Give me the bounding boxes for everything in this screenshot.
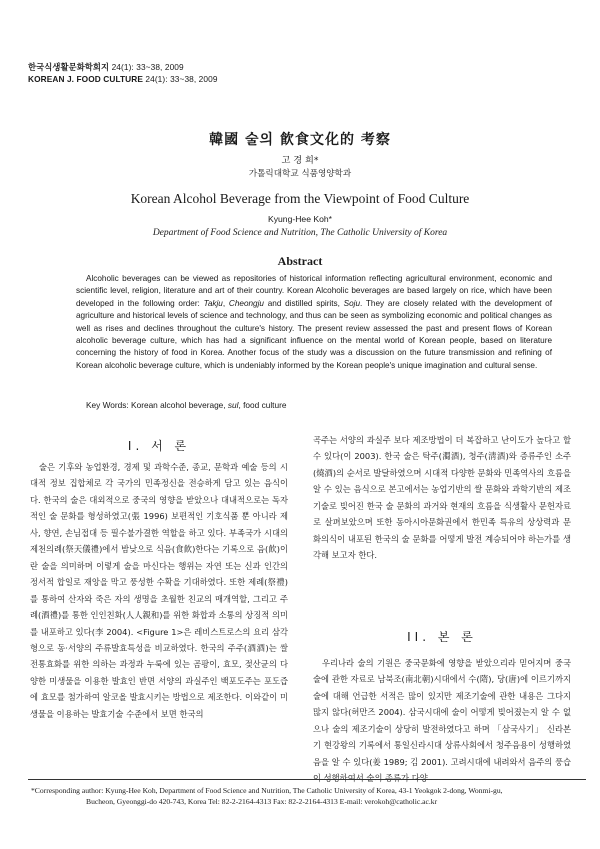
journal-name-en: KOREAN J. FOOD CULTURE — [28, 73, 143, 84]
abstract-term-soju: Soju — [343, 298, 361, 308]
introduction-continued-paragraph: 곡주는 서양의 과실주 보다 제조방법이 더 복잡하고 난이도가 높다고 할 수 있다(이 2003). 한국 술은 탁주(濁酒), 청주(淸酒)와 증류주인 소주(燒酒)의 순서로 발달하였으며 시대적 다양한 문화와 민족역사의 흐름을 알 수 있는 음식으로 본고에서는 농업기반의 쌀 문화와 과학기반의 제조기술로 빚어진 한국 술 문화의 과거와 현재의 흐름을 식생활사 문헌자료로 살펴보았으며 또한 동아시아문화권에서 한민족 특유의 상상력과 문화의식이 내포된 한국의 술 문화를 어떻게 발전 계승되어야 하는가를 생각해 보고자 한다. — [313, 435, 571, 561]
footnote-line-1: *Corresponding author: Kyung-Hee Koh, Department of Food Science and Nutrition, The Catholic University of Korea, 43-1 Yeokgok 2-dong, Wonmi-gu, — [31, 786, 503, 795]
author-korean: 고 경 희* — [281, 155, 319, 166]
journal-line-ko — [28, 62, 218, 74]
keywords-text-1: Korean alcohol beverage, — [128, 400, 228, 410]
abstract-text — [76, 273, 552, 372]
journal-cite-ko: 24(1): 33~38, 2009 — [111, 62, 184, 72]
keywords-term-sul: sul — [227, 400, 239, 410]
right-column-body — [313, 655, 571, 787]
journal-line-en — [28, 74, 218, 86]
affiliation-english: Department of Food Science and Nutrition, The Catholic University of Korea — [152, 228, 448, 238]
keywords — [86, 400, 286, 410]
journal-cite-en: 24(1): 33~38, 2009 — [145, 73, 218, 84]
footnote-line-2: Bucheon, Gyeonggi-do 420-743, Korea Tel: 82-2-2164-4313 Fax: 82-2-2164-4313 E-mail: verokoh@catholic.ac.kr — [86, 797, 438, 806]
left-column — [30, 459, 288, 722]
section-heading-body: II. 본 론 — [407, 630, 477, 644]
keywords-label: Key Words: — [86, 400, 129, 410]
abstract-part-1: Alcoholic beverages can be viewed as repositories of historical information reflecting agricultural environment, economic and scientific level, religion, literature and art of their country. Korean Alcoholic beverages are based largely on rice, which have been developed in the following order: — [76, 274, 552, 308]
title-english: Korean Alcohol Beverage from the Viewpoint of Food Culture — [130, 191, 470, 206]
abstract-term-cheongju: Cheongju — [228, 298, 264, 308]
author-english: Kyung-Hee Koh* — [267, 214, 333, 224]
affiliation-korean: 가톨릭대학교 식품영양학과 — [248, 169, 352, 179]
journal-header — [28, 62, 218, 85]
abstract-term-takju: Takju — [203, 298, 223, 308]
abstract-heading: Abstract — [277, 254, 323, 268]
abstract-part-2: and distilled spirits, — [263, 298, 344, 308]
section-heading-introduction: I. 서 론 — [127, 439, 191, 453]
footnote — [31, 785, 583, 807]
abstract-part-3: . They are closely related with the development of agriculture and historical levels of science and technology, and thus can be seen as symbolizing economic and political changes as well as rises and declines throughout the culture's history. The present review assessed the past and present flows of Korean alcoholic beverage culture, which has had a significant influence on the mental world of Korean people, based on literature concerning the history of food in Korea. Another focus of the study was a discussion on the future transmission and refining of Korean alcoholic beverage culture, which is undeniably informed by the Korean people's unique imagination and cultural sense. — [76, 298, 552, 370]
introduction-paragraph: 술은 기후와 농업환경, 경제 및 과학수준, 종교, 문학과 예술 등의 시대적 정보 집합체로 각 국가의 민족정신을 전승하게 담고 있는 음식이다. 한국의 술은 대외적으로 중국의 영향을 받았으나 대내적으로는 독자적인 술 문화를 형성하였고(張 1996) 보편적인 기호식품 뿐 아니라 제사, 향연, 손님접대 등 필수불가결한 역할을 하고 있다. 부족국가 시대의 제천의례(祭天儀禮)에서 밤낮으로 식음(食飮)한다는 기록으로 음(飮)이란 술을 의미하며 이렇게 술을 마신다는 행위는 자연 또는 신과 인간의 정서적 합일로 재앙을 막고 풍성한 수확을 기대하였다. 또한 제례(祭禮)를 통하여 산자와 죽은 자의 생명을 초월한 친교의 매개역할, 그리고 주례(酒禮)를 통한 인인친화(人人親和)를 위한 화합과 소통의 상징적 의미를 내포하고 있다(李 2004). <Figure 1>은 레비스트로스의 요리 삼각형으로 동·서양의 주류발효특성을 비교하였다. 한국의 주주(酒酒)는 쌀 전통효화를 위한 의하는 과정과 누룩에 있는 곰팡이, 효모, 젖산균의 다양한 미생물을 이용한 발효인 반면 서양의 과실주인 백포도주는 포도즙에 효모를 첨가하여 알코올 발효시키는 방법으로 제조한다. 이와같이 미생물을 이용하는 발효기술 수준에서 보면 한국의 — [30, 462, 288, 719]
abstract-separator: , — [222, 298, 229, 308]
journal-name-ko: 한국식생활문화학회지 — [28, 62, 110, 72]
keywords-text-2: , food culture — [238, 400, 287, 410]
footnote-divider — [28, 779, 586, 780]
body-paragraph: 우리나라 술의 기원은 중국문화에 영향을 받았으리라 믿어지며 중국술에 관한 자료로 남북조(南北朝)시대에서 수(隋), 당(唐)에 이르기까지 술에 대해 언급한 서적은 많이 있지만 제조기술에 관한 내용은 그다지 많지 않다(허만즈 2004). 삼국시대에 술이 어떻게 빚어졌는지 알 수 없으나 술의 제조기술이 상당히 발전하였다고 하며 「삼국사기」 신라본기 현강왕의 기록에서 통일신라시대 상류사회에서 청주음용이 성행하였음을 알 수 있다(姜 1989; 김 2001). 고려시대에 내려와서 음주의 풍습이 성행하여서 술의 종류가 다양 — [313, 658, 571, 784]
title-korean: 韓國 술의 飮食文化的 考察 — [209, 132, 391, 148]
right-column-top — [313, 432, 571, 564]
